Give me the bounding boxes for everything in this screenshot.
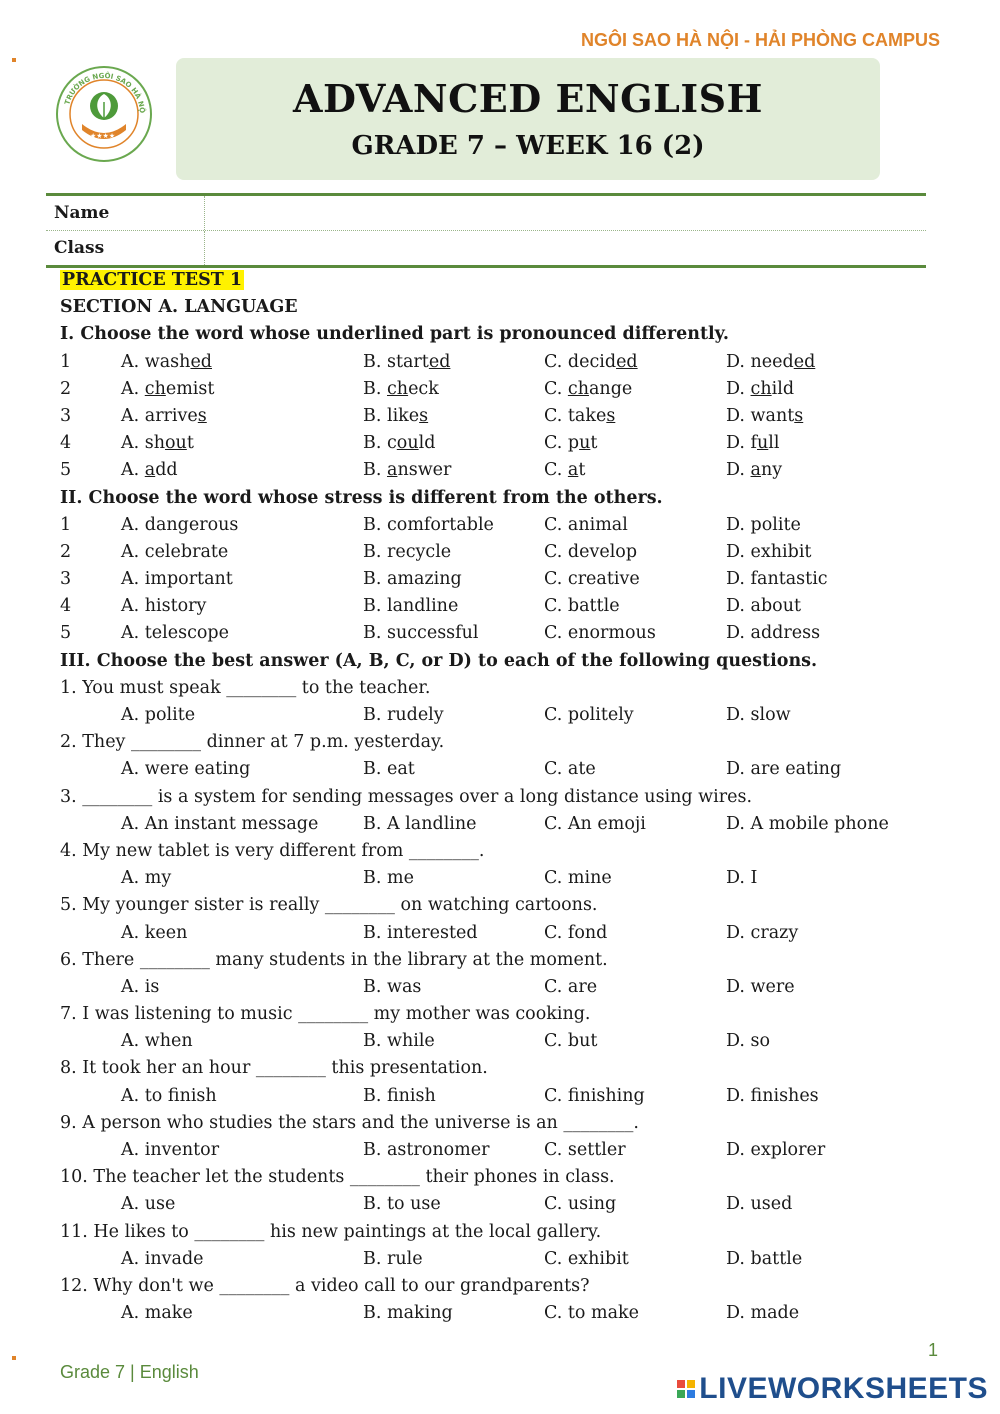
option-prefix: D. <box>726 460 751 481</box>
question-text: 9. A person who studies the stars and the universe is an ________. <box>60 1112 639 1133</box>
answer-options-row <box>60 920 940 947</box>
answer-option[interactable]: B. recycle <box>363 541 452 562</box>
answer-option[interactable]: A. when <box>121 1031 193 1052</box>
question-text: 2. They ________ dinner at 7 p.m. yesterday. <box>60 732 445 753</box>
underlined-part: a <box>567 460 579 481</box>
student-info-table <box>46 193 926 268</box>
answer-option[interactable]: B. was <box>363 976 422 997</box>
answer-option[interactable]: A. celebrate <box>121 541 229 562</box>
answer-option[interactable]: A. were eating <box>121 759 251 780</box>
answer-option[interactable]: C. animal <box>544 514 628 535</box>
answer-option[interactable] <box>121 376 214 403</box>
class-row <box>46 230 926 265</box>
liveworksheets-brand[interactable] <box>677 1372 988 1406</box>
answer-option[interactable] <box>121 430 194 457</box>
answer-option[interactable]: B. astronomer <box>363 1140 490 1160</box>
answer-option[interactable]: B. to use <box>363 1194 441 1215</box>
answer-option[interactable]: A. invade <box>121 1248 204 1269</box>
title-banner <box>176 58 880 180</box>
question-number: 5 <box>60 623 72 644</box>
answer-options-row <box>60 974 940 1001</box>
answer-option[interactable]: A. inventor <box>121 1140 220 1160</box>
option-prefix: D. want <box>726 405 795 426</box>
answer-option[interactable] <box>363 457 451 484</box>
answer-option[interactable]: B. rudely <box>363 705 444 725</box>
question-text: 8. It took her an hour ________ this presentation. <box>60 1058 488 1079</box>
liveworksheets-icon <box>677 1380 695 1398</box>
answer-options-row <box>60 1300 940 1327</box>
answer-option[interactable]: C. creative <box>544 569 640 590</box>
option-prefix: B. <box>363 460 387 481</box>
option-suffix: eck <box>408 378 439 399</box>
underlined-part: a <box>387 460 398 481</box>
worksheet-content <box>60 267 940 1327</box>
answer-option[interactable]: B. eat <box>363 759 415 780</box>
question-number: 2 <box>60 541 72 562</box>
answer-option[interactable]: C. but <box>544 1031 598 1052</box>
answer-option[interactable]: A. dangerous <box>121 514 239 535</box>
answer-option[interactable]: D. used <box>726 1194 793 1215</box>
practice-test-label: PRACTICE TEST 1 <box>62 270 243 290</box>
answer-option[interactable]: C. battle <box>544 596 620 617</box>
option-prefix: C. p <box>544 433 580 454</box>
underlined-part: s <box>794 405 804 426</box>
answer-option[interactable]: A. important <box>121 569 233 590</box>
option-prefix: C. <box>544 460 568 481</box>
pronunciation-question <box>60 430 940 457</box>
answer-option[interactable]: A. An instant message <box>121 813 319 834</box>
question-number: 3 <box>60 569 72 590</box>
pronunciation-question <box>60 349 940 376</box>
answer-option[interactable] <box>726 457 782 484</box>
answer-option[interactable]: A. history <box>121 596 207 617</box>
underlined-part: ch <box>387 378 409 399</box>
answer-option[interactable] <box>121 457 178 484</box>
underlined-part: s <box>197 405 207 426</box>
underlined-part: ch <box>567 378 589 399</box>
answer-option[interactable]: C. politely <box>544 705 634 725</box>
answer-option[interactable]: C. settler <box>544 1140 626 1160</box>
answer-option[interactable]: D. finishes <box>726 1085 819 1106</box>
logo-text: TRƯỜNG NGÔI SAO HÀ NỘ <box>63 71 147 114</box>
answer-options-row <box>60 1028 940 1055</box>
answer-options-row <box>60 811 940 838</box>
underlined-part: u <box>579 433 591 454</box>
answer-option[interactable]: B. me <box>363 868 414 889</box>
answer-option[interactable] <box>363 376 439 403</box>
answer-option[interactable]: D. A mobile phone <box>726 813 889 834</box>
answer-option[interactable]: D. battle <box>726 1248 803 1269</box>
option-prefix: C. take <box>544 405 607 426</box>
answer-option[interactable]: C. using <box>544 1194 617 1215</box>
answer-option[interactable]: B. interested <box>363 922 478 943</box>
answer-options-row <box>60 865 940 892</box>
stress-question <box>60 566 940 593</box>
answer-option[interactable] <box>544 403 615 430</box>
stress-question <box>60 593 940 620</box>
answer-option[interactable]: D. crazy <box>726 922 799 943</box>
answer-option[interactable]: D. exhibit <box>726 541 812 562</box>
answer-option[interactable]: B. rule <box>363 1248 423 1269</box>
option-prefix: D. <box>726 378 751 399</box>
brand-text: LIVEWORKSHEETS <box>699 1372 988 1405</box>
answer-option[interactable]: B. landline <box>363 596 459 617</box>
option-prefix: A. <box>121 378 145 399</box>
answer-option[interactable] <box>363 403 428 430</box>
question-text: 12. Why don't we ________ a video call to our grandparents? <box>60 1275 590 1296</box>
answer-option[interactable]: C. An emoji <box>544 813 646 834</box>
answer-option[interactable]: C. fond <box>544 922 608 943</box>
stress-question <box>60 620 940 647</box>
answer-option[interactable]: C. to make <box>544 1303 640 1324</box>
answer-option[interactable]: D. address <box>726 623 821 644</box>
svg-text:★★★★: ★★★★ <box>90 132 116 140</box>
question-text: 1. You must speak ________ to the teacher. <box>60 677 431 698</box>
question-number: 1 <box>60 514 72 535</box>
decor-dot <box>12 58 16 62</box>
underlined-part: ed <box>793 351 816 372</box>
option-suffix: ll <box>768 433 780 454</box>
stress-question <box>60 512 940 539</box>
underlined-part: ch <box>144 378 166 399</box>
question-text: 10. The teacher let the students ________ their phones in class. <box>60 1167 615 1188</box>
option-prefix: B. like <box>363 405 420 426</box>
answer-option[interactable]: B. making <box>363 1303 453 1324</box>
page-subtitle: GRADE 7 – WEEK 16 (2) <box>351 131 705 161</box>
question-text: 7. I was listening to music ________ my mother was cooking. <box>60 1004 591 1025</box>
option-prefix: B. <box>363 378 387 399</box>
option-suffix: dd <box>155 460 178 481</box>
underlined-part: ed <box>428 351 451 372</box>
option-suffix: emist <box>165 378 215 399</box>
option-suffix: t <box>590 433 598 454</box>
answer-options-row <box>60 1191 940 1218</box>
answer-option[interactable]: C. enormous <box>544 623 656 644</box>
answer-option[interactable]: D. polite <box>726 514 801 535</box>
option-prefix: A. sh <box>121 433 166 454</box>
question-number: 1 <box>60 351 72 372</box>
answer-option[interactable]: D. made <box>726 1303 800 1324</box>
answer-option[interactable]: B. finish <box>363 1085 436 1106</box>
option-prefix: C. <box>544 378 568 399</box>
answer-option[interactable]: C. ate <box>544 759 596 780</box>
pronunciation-question <box>60 403 940 430</box>
answer-option[interactable]: B. while <box>363 1031 435 1052</box>
answer-option[interactable]: A. is <box>121 976 160 997</box>
option-suffix: t <box>186 433 194 454</box>
answer-option[interactable] <box>726 376 794 403</box>
underlined-part: ou <box>396 433 419 454</box>
answer-option[interactable] <box>544 376 632 403</box>
option-prefix: A. arrive <box>121 405 198 426</box>
name-field[interactable] <box>205 196 926 230</box>
underlined-part: s <box>606 405 616 426</box>
class-label: Class <box>46 231 205 265</box>
answer-options-row <box>60 1137 940 1164</box>
footer-label: Grade 7 | English <box>60 1362 199 1382</box>
option-prefix: A. <box>121 460 145 481</box>
pronunciation-question <box>60 457 940 484</box>
answer-option[interactable]: D. explorer <box>726 1140 826 1160</box>
underlined-part: ch <box>750 378 772 399</box>
option-prefix: D. f <box>726 433 758 454</box>
class-field[interactable] <box>205 231 926 265</box>
underlined-part: ed <box>190 351 212 372</box>
answer-option[interactable]: D. slow <box>726 705 791 725</box>
underlined-part: ou <box>165 433 187 454</box>
option-prefix: B. c <box>363 433 397 454</box>
answer-option[interactable]: A. my <box>121 868 172 889</box>
answer-options-row <box>60 702 940 729</box>
answer-options-row <box>60 1246 940 1273</box>
answer-option[interactable]: B. comfortable <box>363 514 494 535</box>
page-title: ADVANCED ENGLISH <box>293 76 763 121</box>
answer-option[interactable] <box>121 403 207 430</box>
stress-question <box>60 539 940 566</box>
answer-option[interactable]: B. A landline <box>363 813 477 834</box>
question-text: 4. My new tablet is very different from ________. <box>60 840 485 861</box>
answer-option[interactable]: A. keen <box>121 922 188 943</box>
answer-option[interactable] <box>363 349 450 376</box>
option-prefix: D. need <box>726 351 794 372</box>
answer-option[interactable]: C. are <box>544 976 598 997</box>
answer-option[interactable]: D. so <box>726 1031 771 1052</box>
underlined-part: a <box>144 460 156 481</box>
underlined-part: s <box>419 405 429 426</box>
answer-option[interactable] <box>726 403 803 430</box>
answer-options-row <box>60 1083 940 1110</box>
part2-heading: II. Choose the word whose stress is different from the others. <box>60 487 663 508</box>
option-suffix: ny <box>760 460 783 481</box>
answer-option[interactable]: D. fantastic <box>726 569 828 590</box>
question-text: 6. There ________ many students in the library at the moment. <box>60 949 608 970</box>
answer-option[interactable]: A. use <box>121 1194 176 1215</box>
answer-option[interactable] <box>544 457 585 484</box>
answer-option[interactable]: D. are eating <box>726 759 842 780</box>
option-prefix: B. start <box>363 351 429 372</box>
option-suffix: nswer <box>397 460 452 481</box>
answer-option[interactable] <box>726 430 780 457</box>
answer-option[interactable] <box>544 430 597 457</box>
question-text: 3. ________ is a system for sending messages over a long distance using wires. <box>60 786 753 807</box>
question-text: 5. My younger sister is really ________ on watching cartoons. <box>60 895 598 916</box>
name-row <box>46 196 926 230</box>
option-prefix: A. wash <box>121 351 191 372</box>
campus-label: NGÔI SAO HÀ NỘI - HẢI PHÒNG CAMPUS <box>580 30 940 50</box>
option-suffix: ld <box>418 433 436 454</box>
answer-option[interactable]: A. to finish <box>121 1085 217 1106</box>
answer-option[interactable]: A. polite <box>121 705 196 725</box>
answer-option[interactable]: D. were <box>726 976 795 997</box>
answer-option[interactable]: D. I <box>726 868 758 889</box>
answer-option[interactable] <box>544 349 638 376</box>
option-suffix: t <box>578 460 586 481</box>
school-logo <box>54 64 154 164</box>
question-number: 4 <box>60 596 72 617</box>
answer-option[interactable]: C. develop <box>544 541 638 562</box>
option-suffix: ild <box>771 378 795 399</box>
answer-option[interactable]: D. about <box>726 596 802 617</box>
answer-option[interactable]: B. amazing <box>363 569 462 590</box>
answer-option[interactable] <box>121 349 212 376</box>
pronunciation-question <box>60 376 940 403</box>
answer-option[interactable] <box>363 430 435 457</box>
underlined-part: ed <box>616 351 638 372</box>
question-number: 3 <box>60 405 72 426</box>
answer-option[interactable]: C. mine <box>544 868 612 889</box>
answer-option[interactable]: C. finishing <box>544 1085 645 1106</box>
answer-option[interactable]: A. make <box>121 1303 193 1324</box>
answer-option[interactable]: C. exhibit <box>544 1248 629 1269</box>
name-label: Name <box>46 196 205 230</box>
part3-heading: III. Choose the best answer (A, B, C, or D) to each of the following questions. <box>60 650 818 671</box>
answer-option[interactable] <box>726 349 815 376</box>
question-number: 2 <box>60 378 72 399</box>
option-suffix: ange <box>588 378 633 399</box>
question-number: 4 <box>60 433 72 454</box>
underlined-part: a <box>750 460 761 481</box>
answer-options-row <box>60 756 940 783</box>
option-prefix: C. decid <box>544 351 617 372</box>
answer-option[interactable]: B. successful <box>363 623 479 644</box>
part1-heading: I. Choose the word whose underlined part is pronounced differently. <box>60 324 729 345</box>
section-a-heading: SECTION A. LANGUAGE <box>60 297 298 318</box>
underlined-part: u <box>757 433 769 454</box>
page-number: 1 <box>927 1340 938 1360</box>
question-number: 5 <box>60 460 72 481</box>
decor-dot <box>12 1356 16 1360</box>
question-text: 11. He likes to ________ his new paintings at the local gallery. <box>60 1221 602 1242</box>
answer-option[interactable]: A. telescope <box>121 623 229 644</box>
